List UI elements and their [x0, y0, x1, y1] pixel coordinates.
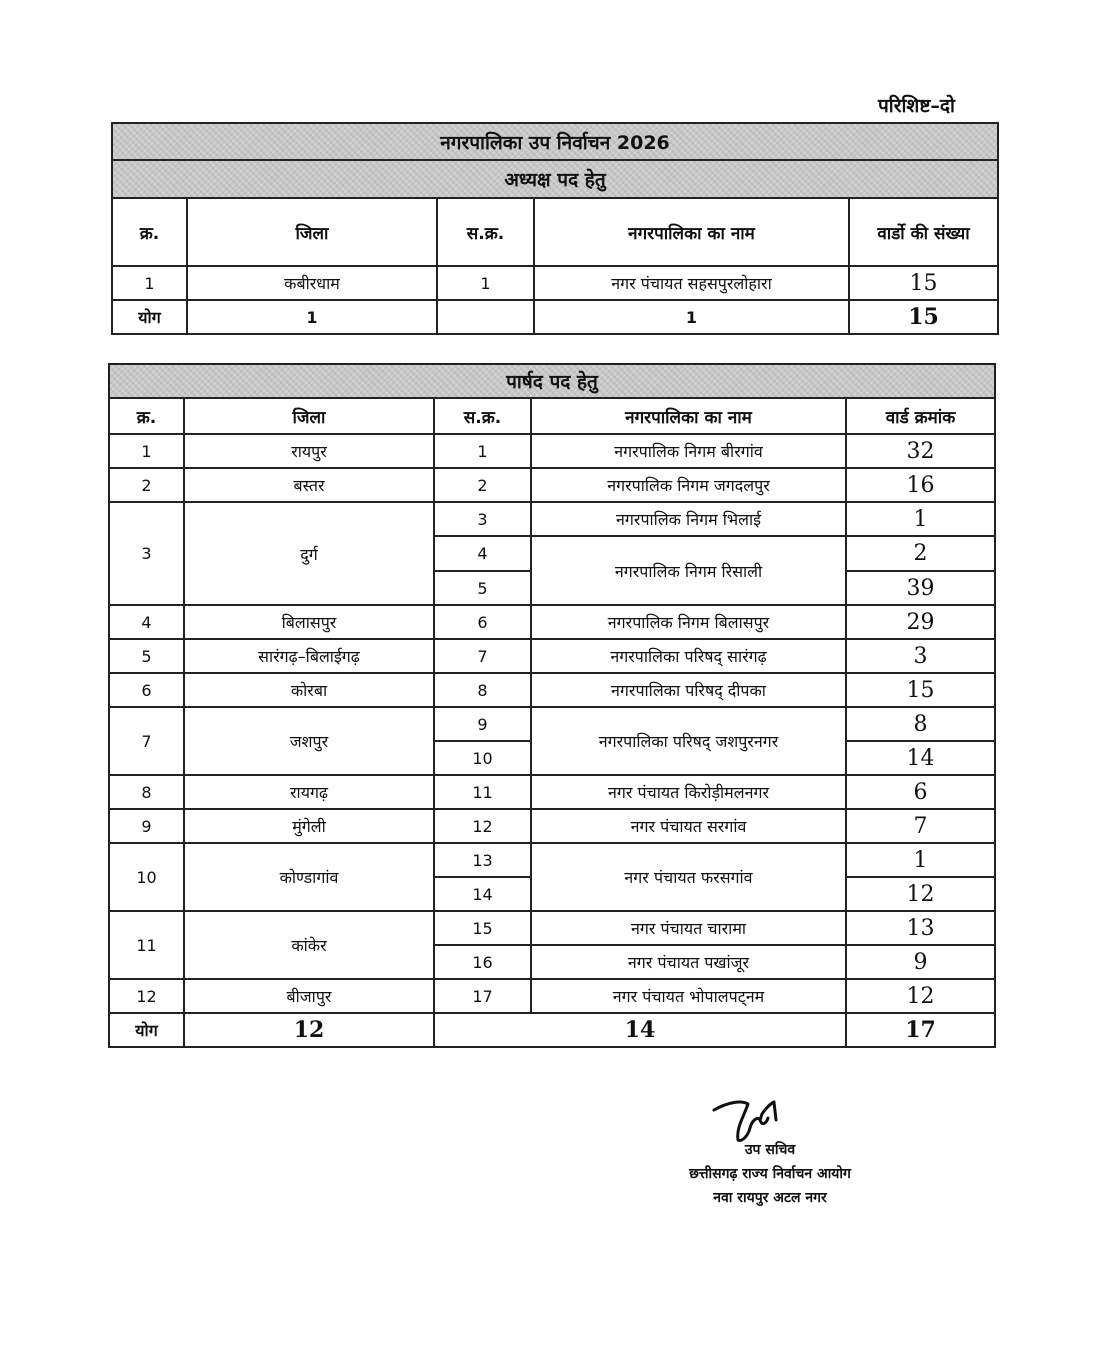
table-row: [109, 605, 995, 639]
cell-ssn: 9: [434, 707, 531, 741]
header-sn: क्र.: [109, 398, 184, 434]
cell-sn: 8: [109, 775, 184, 809]
cell-ssn: 17: [434, 979, 531, 1013]
cell-name: नगर पंचायत पखांजूर: [531, 945, 846, 979]
cell-ward: 15: [846, 673, 995, 707]
table-row: [109, 843, 995, 877]
cell-district: मुंगेली: [184, 809, 434, 843]
cell-ward: 12: [846, 979, 995, 1013]
cell-sn: 3: [109, 502, 184, 605]
cell-ward: 32: [846, 434, 995, 468]
header-wards-count: वार्डो की संख्या: [849, 198, 998, 266]
cell-name: नगर पंचायत सहसपुरलोहारा: [534, 266, 849, 300]
cell-sn: 2: [109, 468, 184, 502]
cell-ssn: 8: [434, 673, 531, 707]
cell-value: 15: [849, 266, 998, 300]
header-name: नगरपालिका का नाम: [534, 198, 849, 266]
cell-sn: 7: [109, 707, 184, 775]
cell-ssn: 6: [434, 605, 531, 639]
total-empty: [437, 300, 534, 334]
cell-sn: 5: [109, 639, 184, 673]
cell-ward: 39: [846, 571, 995, 605]
cell-name: नगरपालिक निगम बिलासपुर: [531, 605, 846, 639]
cell-ward: 12: [846, 877, 995, 911]
cell-district: कोण्डागांव: [184, 843, 434, 911]
table-row: [109, 639, 995, 673]
cell-ssn: 11: [434, 775, 531, 809]
cell-ward: 6: [846, 775, 995, 809]
cell-ward: 1: [846, 502, 995, 536]
cell-district: बिलासपुर: [184, 605, 434, 639]
appendix-label: परिशिष्ट–दो: [878, 95, 955, 117]
total-row: [112, 300, 998, 334]
total-value: 15: [849, 300, 998, 334]
cell-ssn: 13: [434, 843, 531, 877]
signatory-place: नवा रायपुर अटल नगर: [713, 1190, 827, 1206]
cell-sn: 1: [109, 434, 184, 468]
table-row: [109, 809, 995, 843]
total-district: 12: [184, 1013, 434, 1047]
signature-block: [600, 1088, 940, 1210]
cell-ward: 13: [846, 911, 995, 945]
total-label: योग: [112, 300, 187, 334]
table-row: [109, 979, 995, 1013]
cell-name: नगरपालिका परिषद् सारंगढ़: [531, 639, 846, 673]
cell-ssn: 1: [437, 266, 534, 300]
cell-name: नगर पंचायत सरगांव: [531, 809, 846, 843]
header-district: जिला: [187, 198, 437, 266]
table-row: [109, 502, 995, 536]
table-row: [109, 468, 995, 502]
cell-ssn: 10: [434, 741, 531, 775]
cell-district: सारंगढ़–बिलाईगढ़: [184, 639, 434, 673]
cell-ssn: 7: [434, 639, 531, 673]
table-row: [109, 775, 995, 809]
president-table: [111, 122, 999, 335]
total-value: 17: [846, 1013, 995, 1047]
header-name: नगरपालिका का नाम: [531, 398, 846, 434]
cell-name: नगर पंचायत किरोड़ीमलनगर: [531, 775, 846, 809]
table-row: [109, 707, 995, 741]
cell-sn: 4: [109, 605, 184, 639]
cell-ward: 16: [846, 468, 995, 502]
cell-ssn: 1: [434, 434, 531, 468]
table-subtitle: अध्यक्ष पद हेतु: [112, 160, 998, 198]
cell-district: कबीरधाम: [187, 266, 437, 300]
table-title: पार्षद पद हेतु: [109, 364, 995, 398]
cell-name: नगरपालिका परिषद् जशपुरनगर: [531, 707, 846, 775]
header-district: जिला: [184, 398, 434, 434]
cell-district: कोरबा: [184, 673, 434, 707]
header-ssn: स.क्र.: [437, 198, 534, 266]
total-name: 1: [534, 300, 849, 334]
cell-district: जशपुर: [184, 707, 434, 775]
cell-ssn: 14: [434, 877, 531, 911]
cell-sn: 11: [109, 911, 184, 979]
cell-district: रायपुर: [184, 434, 434, 468]
cell-district: बस्तर: [184, 468, 434, 502]
cell-ward: 2: [846, 536, 995, 571]
cell-name: नगर पंचायत चारामा: [531, 911, 846, 945]
table-row: [109, 673, 995, 707]
cell-name: नगरपालिक निगम भिलाई: [531, 502, 846, 536]
cell-sn: 6: [109, 673, 184, 707]
table-row: [109, 911, 995, 945]
cell-district: कांकेर: [184, 911, 434, 979]
header-ward-number: वार्ड क्रमांक: [846, 398, 995, 434]
header-sn: क्र.: [112, 198, 187, 266]
table-row: [109, 434, 995, 468]
cell-sn: 10: [109, 843, 184, 911]
cell-ssn: 12: [434, 809, 531, 843]
cell-ssn: 4: [434, 536, 531, 571]
cell-ward: 8: [846, 707, 995, 741]
cell-name: नगरपालिक निगम रिसाली: [531, 536, 846, 605]
cell-ward: 7: [846, 809, 995, 843]
header-ssn: स.क्र.: [434, 398, 531, 434]
cell-ssn: 15: [434, 911, 531, 945]
cell-name: नगरपालिक निगम बीरगांव: [531, 434, 846, 468]
cell-ssn: 5: [434, 571, 531, 605]
cell-ssn: 3: [434, 502, 531, 536]
total-name: 14: [434, 1013, 846, 1047]
cell-sn: 12: [109, 979, 184, 1013]
cell-sn: 9: [109, 809, 184, 843]
cell-ward: 9: [846, 945, 995, 979]
total-district: 1: [187, 300, 437, 334]
cell-name: नगरपालिका परिषद् दीपका: [531, 673, 846, 707]
total-row: [109, 1013, 995, 1047]
cell-ward: 3: [846, 639, 995, 673]
cell-name: नगर पंचायत भोपालपट्नम: [531, 979, 846, 1013]
table-row: [112, 266, 998, 300]
cell-ssn: 2: [434, 468, 531, 502]
cell-ward: 14: [846, 741, 995, 775]
cell-ward: 1: [846, 843, 995, 877]
signatory-organisation: छत्तीसगढ़ राज्य निर्वाचन आयोग: [689, 1166, 851, 1182]
cell-sn: 1: [112, 266, 187, 300]
cell-name: नगर पंचायत फरसगांव: [531, 843, 846, 911]
table-title: नगरपालिका उप निर्वाचन 2026: [112, 123, 998, 160]
cell-district: दुर्ग: [184, 502, 434, 605]
total-label: योग: [109, 1013, 184, 1047]
councillor-table: [108, 363, 996, 1048]
cell-ward: 29: [846, 605, 995, 639]
signatory-title: उप सचिव: [744, 1142, 796, 1158]
cell-name: नगरपालिक निगम जगदलपुर: [531, 468, 846, 502]
cell-ssn: 16: [434, 945, 531, 979]
cell-district: बीजापुर: [184, 979, 434, 1013]
handwritten-signature-mark: [708, 1090, 788, 1148]
cell-district: रायगढ़: [184, 775, 434, 809]
